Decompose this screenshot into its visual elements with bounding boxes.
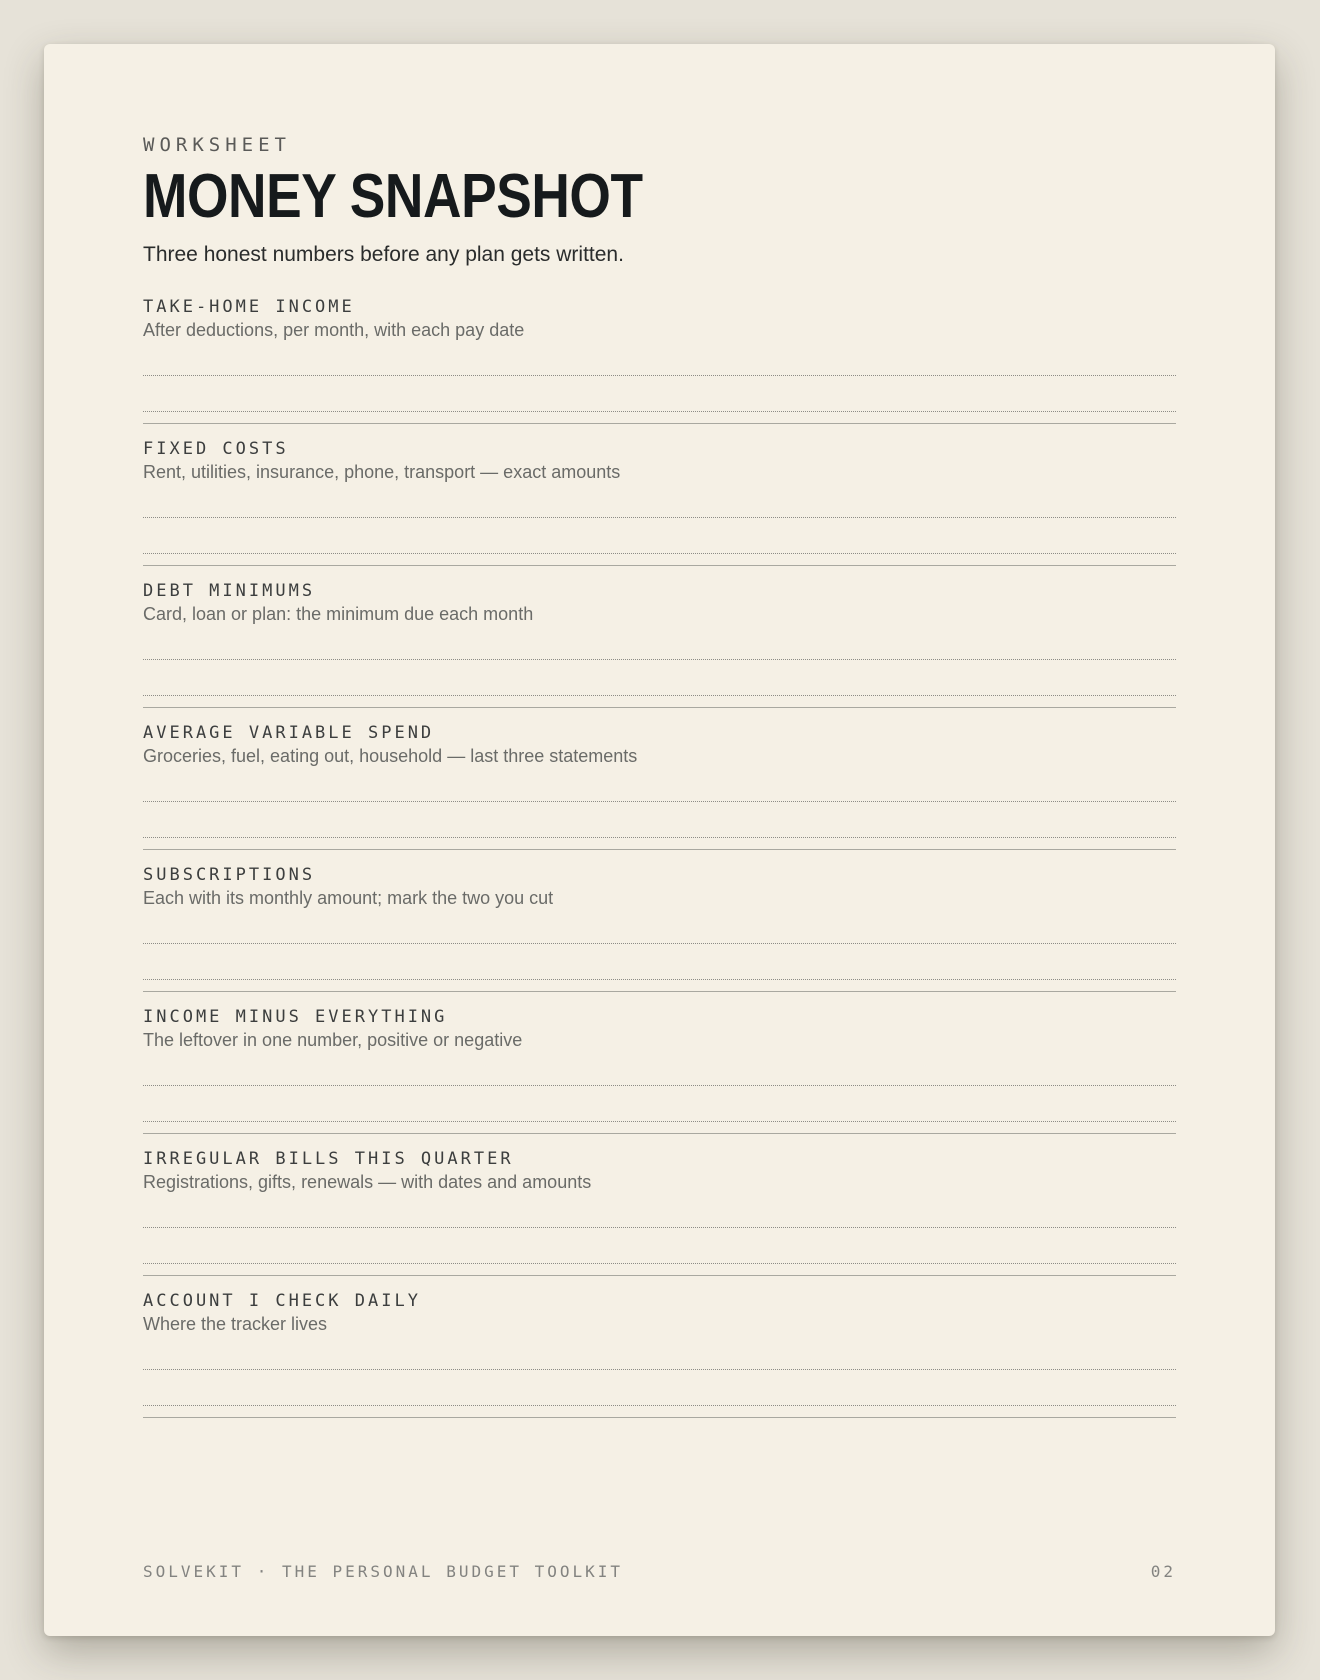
worksheet-content bbox=[143, 134, 1176, 1418]
fill-in-line[interactable] bbox=[143, 553, 1176, 554]
section-hint: Where the tracker lives bbox=[143, 1314, 328, 1334]
page-footer bbox=[143, 1562, 1176, 1581]
fill-in-line[interactable] bbox=[143, 1263, 1176, 1264]
fill-in-line[interactable] bbox=[143, 695, 1176, 696]
section-debt-minimums bbox=[143, 578, 1176, 708]
section-hint: Rent, utilities, insurance, phone, transport — exact amounts bbox=[143, 462, 621, 482]
section-hint: Groceries, fuel, eating out, household — last three statements bbox=[143, 746, 638, 766]
section-label: ACCOUNT I CHECK DAILY bbox=[143, 1291, 421, 1311]
section-average-variable-spend bbox=[143, 720, 1176, 850]
section-income-minus-everything bbox=[143, 1004, 1176, 1134]
worksheet-sections bbox=[143, 294, 1176, 1418]
section-hint: Registrations, gifts, renewals — with dates and amounts bbox=[143, 1172, 592, 1192]
fill-in-line[interactable] bbox=[143, 1369, 1176, 1370]
section-label: FIXED COSTS bbox=[143, 439, 289, 459]
section-hint: After deductions, per month, with each pay date bbox=[143, 320, 525, 340]
worksheet-kicker: WORKSHEET bbox=[143, 134, 291, 156]
section-fixed-costs bbox=[143, 436, 1176, 566]
section-label: SUBSCRIPTIONS bbox=[143, 865, 316, 885]
section-hint: The leftover in one number, positive or negative bbox=[143, 1030, 523, 1050]
section-label: AVERAGE VARIABLE SPEND bbox=[143, 723, 435, 743]
section-label: INCOME MINUS EVERYTHING bbox=[143, 1007, 448, 1027]
fill-in-line[interactable] bbox=[143, 943, 1176, 944]
worksheet-page bbox=[44, 44, 1275, 1636]
fill-in-line[interactable] bbox=[143, 1405, 1176, 1406]
fill-in-line[interactable] bbox=[143, 1227, 1176, 1228]
fill-in-line[interactable] bbox=[143, 411, 1176, 412]
section-account-check-daily bbox=[143, 1288, 1176, 1418]
section-label: IRREGULAR BILLS THIS QUARTER bbox=[143, 1149, 514, 1169]
fill-in-line[interactable] bbox=[143, 801, 1176, 802]
fill-in-line[interactable] bbox=[143, 1085, 1176, 1086]
section-subscriptions bbox=[143, 862, 1176, 992]
page-number: 02 bbox=[1150, 1562, 1176, 1581]
section-take-home-income bbox=[143, 294, 1176, 424]
section-hint: Card, loan or plan: the minimum due each month bbox=[143, 604, 534, 624]
fill-in-line[interactable] bbox=[143, 837, 1176, 838]
section-hint: Each with its monthly amount; mark the two you cut bbox=[143, 888, 554, 908]
fill-in-line[interactable] bbox=[143, 1121, 1176, 1122]
footer-brand: SOLVEKIT · THE PERSONAL BUDGET TOOLKIT bbox=[143, 1562, 624, 1581]
section-label: DEBT MINIMUMS bbox=[143, 581, 316, 601]
fill-in-line[interactable] bbox=[143, 517, 1176, 518]
page-subtitle: Three honest numbers before any plan gets written. bbox=[143, 243, 624, 266]
page-title: MONEY SNAPSHOT bbox=[143, 162, 643, 231]
fill-in-line[interactable] bbox=[143, 979, 1176, 980]
section-irregular-bills bbox=[143, 1146, 1176, 1276]
fill-in-line[interactable] bbox=[143, 375, 1176, 376]
fill-in-line[interactable] bbox=[143, 659, 1176, 660]
section-label: TAKE-HOME INCOME bbox=[143, 297, 355, 317]
